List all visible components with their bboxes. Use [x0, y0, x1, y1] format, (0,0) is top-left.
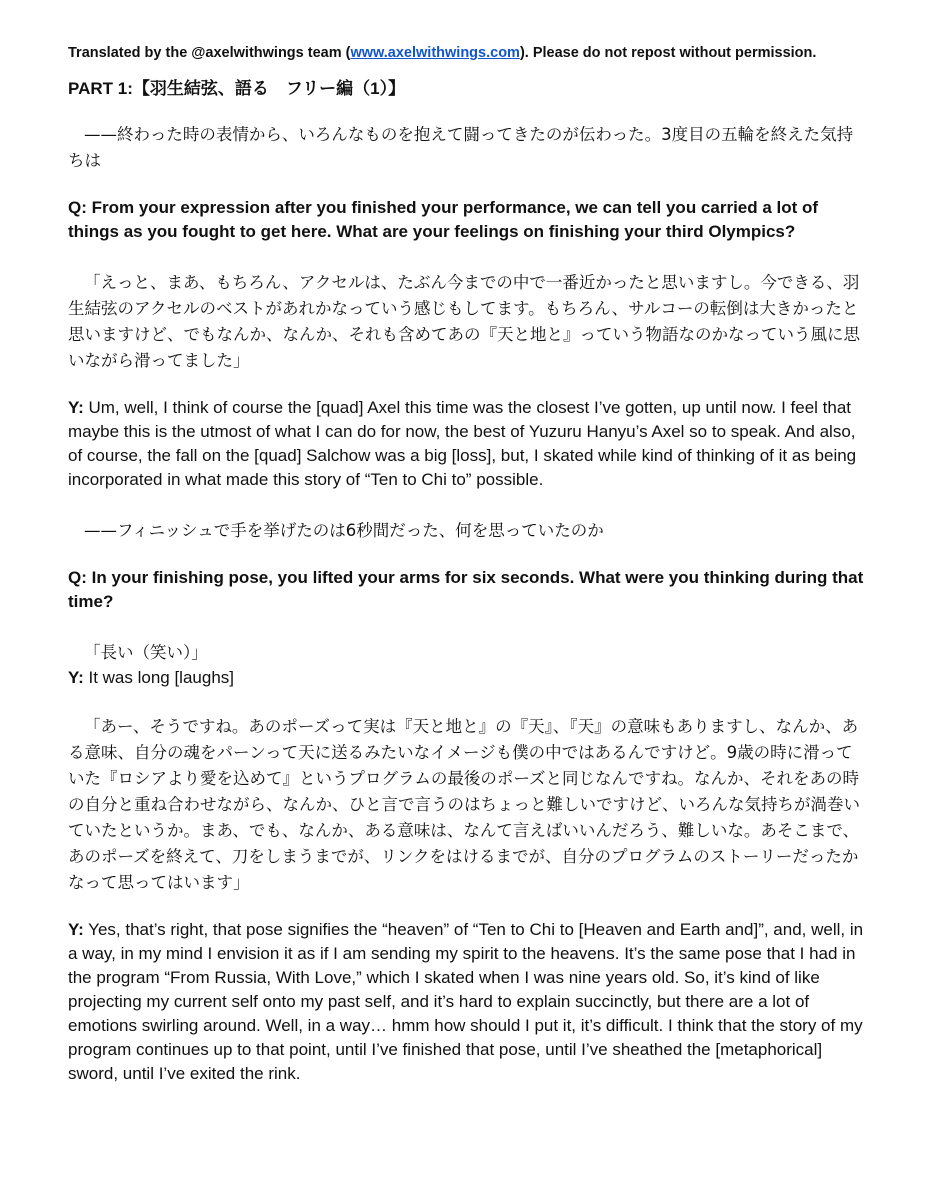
document-page [68, 42, 868, 1112]
question-2-english: Q: In your finishing pose, you lifted your arms for six seconds. What were you thinking during that time? [68, 568, 864, 611]
answer-3-japanese: 「あー、そうですね。あのポーズって実は『天と地と』の『天』、『天』の意味もありますし、なんか、ある意味、自分の魂をパーンって天に送るみたいなイメージも僕の中ではあるんですけど。9歳の時に滑っていた『ロシアより愛を込めて』というプログラムの最後のポーズと同じなんですね。なんか、それをあの時の自分と重ね合わせながら、なんか、ひと言で言うのはちょっと難しいですけど、いろんな気持ちが渦巻いていたというか。まあ、でも、なんか、ある意味は、なんて言えばいいんだろう、難しいな。あそこまで、あのポーズを終えて、刀をしまうまでが、リンクをはけるまでが、自分のプログラムのストーリーだったかなって思ってはいます」 [68, 717, 860, 892]
speaker-label: Y: [68, 668, 84, 687]
answer-1-english [68, 396, 868, 492]
credit-prefix: Translated by the @axelwithwings team ( [68, 45, 351, 61]
speaker-label: Y: [68, 398, 84, 417]
question-1-english: Q: From your expression after you finished your performance, we can tell you carried a lot of things as you fought to get here. What are your feelings on finishing your third Olympics? [68, 198, 819, 241]
answer-3-english [68, 918, 868, 1086]
answer-2-english [68, 666, 868, 690]
answer-3-english-text: Yes, that’s right, that pose signifies the “heaven” of “Ten to Chi to [Heaven and Earth and]”, and, well, in a way, in my mind I envision it as if I am sending my spirit to the heavens. It’s the same pose that I had in the program “From Russia, With Love,” which I skated when I was nine years old. So, it’s kind of like projecting my current self onto my past self, and it’s hard to explain succinctly, but there are a lot of emotions swirling around. Well, in a way… hmm how should I put it, it’s difficult. I think that the story of my program continues up to that point, until I’ve finished that pose, until I’ve sheathed the [metaphorical] sword, until I’ve exited the rink. [68, 920, 864, 1083]
translation-credit [68, 42, 868, 64]
answer-2-japanese: 「長い（笑い）」 [84, 643, 208, 662]
answer-2-english-text: It was long [laughs] [83, 668, 235, 687]
part-title: PART 1:【羽生結弦、語る フリー編（1）】 [68, 79, 406, 98]
question-2-japanese: ——フィニッシュで手を挙げたのは6秒間だった、何を思っていたのか [84, 521, 604, 540]
credit-suffix: ). Please do not repost without permission. [519, 45, 817, 61]
speaker-label: Y: [68, 920, 84, 939]
answer-1-japanese: 「えっと、まあ、もちろん、アクセルは、たぶん今までの中で一番近かったと思いますし。今できる、羽生結弦のアクセルのベストがあれかなっていう感じもしてます。もちろん、サルコーの転倒は大きかったと思いますけど、でもなんか、なんか、それも含めてあの『天と地と』っていう物語なのかなっていう風に思いながら滑ってました」 [68, 273, 860, 370]
answer-1-english-text: Um, well, I think of course the [quad] Axel this time was the closest I’ve gotten, up until now. I feel that maybe this is the utmost of what I can do for now, the best of Yuzuru Hanyu’s Axel so to speak. And also, of course, the fall on the [quad] Salchow was a big [loss], but, I skated while kind of thinking of it as being incorporated in what made this story of “Ten to Chi to” possible. [68, 398, 857, 489]
credit-link[interactable]: www.axelwithwings.com [350, 45, 520, 61]
question-1-japanese: ——終わった時の表情から、いろんなものを抱えて闘ってきたのが伝わった。3度目の五輪を終えた気持ちは [68, 125, 854, 170]
